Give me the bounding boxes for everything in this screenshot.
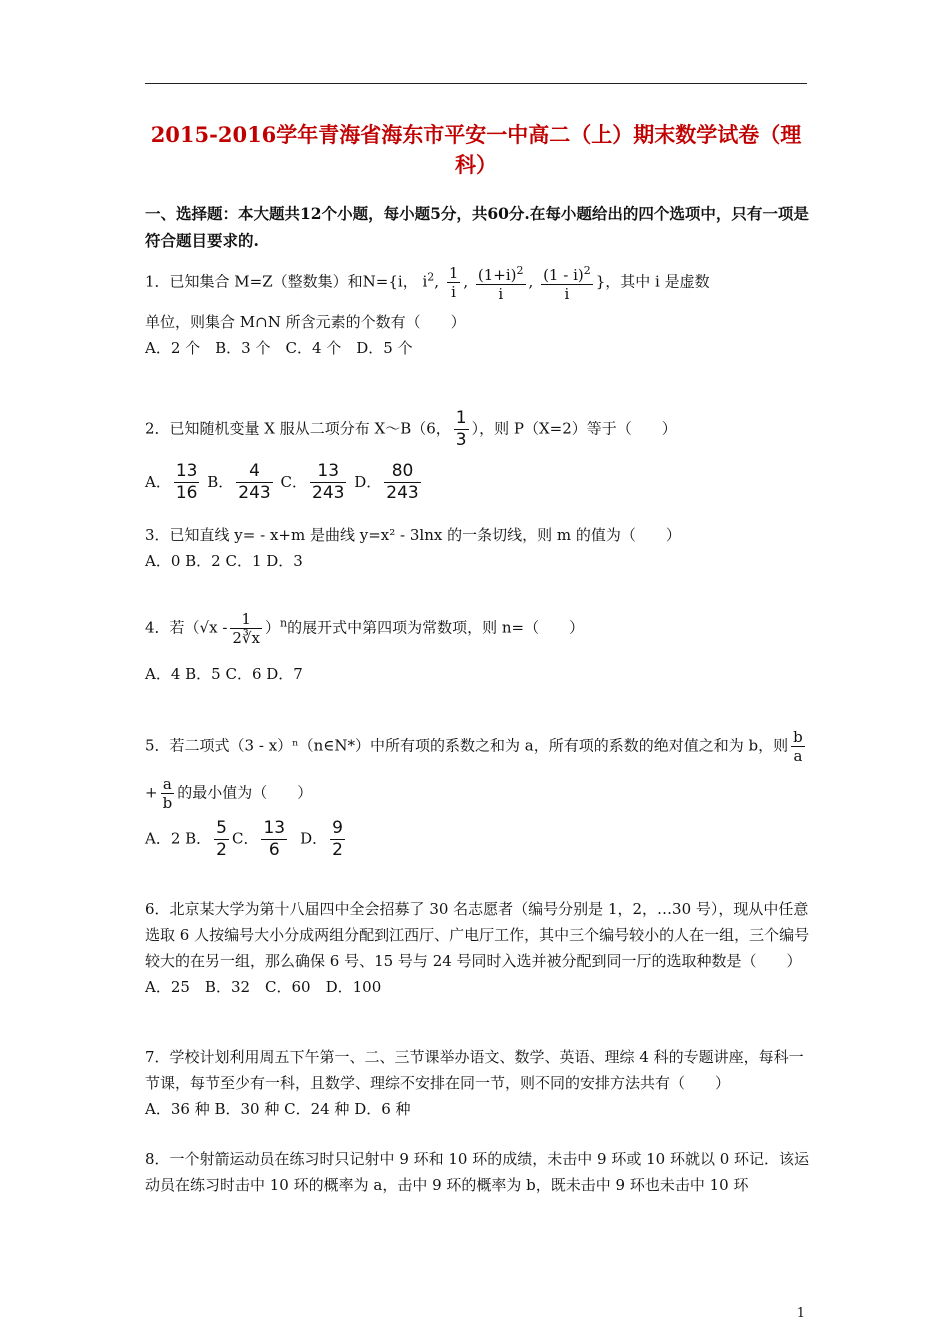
question-5-line-1: 5．若二项式（3 - x）ⁿ（n∈N*）中所有项的系数之和为 a，所有项的系数的绝对值之和为 b，则 $\frac{b}{a}$ [145,728,803,765]
section-heading: 一、选择题：本大题共12个小题，每小题5分，共60分.在每小题给出的四个选项中，只有一项是符合题目要求的. [145,204,809,250]
question-8-stem: 8．一个射箭运动员在练习时只记射中 9 环和 10 环的成绩，未击中 9 环或 10 环就以 0 环记．该运动员在练习时击中 10 环的概率为 a，击中 9 环的概率为 b，既未击中 9 环也未击中 10 环 [145,1150,810,1194]
option-d: D． $\frac{80}{243}$ [354,461,419,503]
question-1-line-1: 1．已知集合 M=Z（整数集）和N={i， $i^2$, $\frac{1}{i}$ , $\frac{(1+i)^2}{i}$ , $\frac{(1 - i)^2}{i}$ }，其中 i 是虚数 [145,264,710,303]
question-2-p-frac: $\frac{1}{3}$ [455,408,467,450]
header-rule [145,83,807,84]
question-3 [145,522,810,574]
question-7 [145,1044,810,1122]
question-1-lead: 1．已知集合 M=Z（整数集）和N={i， i [145,272,428,291]
question-1-line-2: 单位，则集合 M∩N 所含元素的个数有（ ） [145,313,466,331]
question-4-stem: 4．若（√x - $\frac{1}{2∛x}$ ）$^n$的展开式中第四项为常数项，则 n=（ ） [145,610,585,647]
question-8 [145,1146,810,1198]
question-5 [145,728,810,861]
question-5-line-2: + $\frac{a}{b}$ 的最小值为（ ） [145,775,313,812]
question-1-tail: }，其中 i 是虚数 [595,272,710,291]
question-2-stem: 2．已知随机变量 X 服从二项分布 X～B（6， $\frac{1}{3}$ ），则 P（X=2）等于（ ） [145,408,677,450]
question-7-options: A．36 种 B．30 种 C．24 种 D．6 种 [145,1100,411,1118]
question-1 [145,262,810,361]
question-4-options: A．4 B．5 C．6 D．7 [145,665,303,683]
question-5-b-over-a: $\frac{b}{a}$ [793,728,803,765]
question-7-stem: 7．学校计划利用周五下午第一、二、三节课举办语文、数学、英语、理综 4 科的专题讲座，每科一节课，每节至少有一科，且数学、理综不安排在同一节，则不同的安排方法共有（ ） [145,1048,804,1092]
option-a: A． $\frac{13}{16}$ [145,461,198,503]
question-6-options: A．25 B．32 C．60 D．100 [145,978,382,996]
question-1-frac-3: $\frac{(1 - i)^2}{i}$ [543,264,591,303]
page-number: 1 [796,1306,805,1321]
option-b: B． $\frac{4}{243}$ [207,461,271,503]
question-4 [145,610,810,687]
question-6-stem: 6．北京某大学为第十八届四中全会招募了 30 名志愿者（编号分别是 1，2，…30 号），现从中任意选取 6 人按编号大小分成两组分配到江西厅、广电厅工作，其中三个编号较小的人在一组，三个编号较大的在另一组，那么确保 6 号、15 号与 24 号同时入选并被分配到同一厅的选取种数是（ ） [145,900,810,970]
question-6 [145,896,810,1000]
question-1-options: A．2 个 B．3 个 C．4 个 D．5 个 [145,339,413,357]
question-4-frac: $\frac{1}{2∛x}$ [232,610,260,647]
question-5-a-over-b: $\frac{a}{b}$ [162,775,173,812]
question-1-frac-1: $\frac{1}{i}$ [448,264,459,301]
question-5-options: A．2 B． $\frac{5}{2}$ C． $\frac{13}{6}$ D． $\frac{9}{2}$ [145,818,343,860]
question-2-options [145,461,810,504]
question-1-sq: 2 [427,270,435,284]
option-c: C． $\frac{13}{243}$ [280,461,345,503]
question-3-stem: 3．已知直线 y= - x+m 是曲线 y=x² - 3lnx 的一条切线，则 m 的值为（ ） [145,526,681,544]
page-title: 2015-2016学年青海省海东市平安一中高二（上）期末数学试卷（理科） [150,122,802,177]
question-3-options: A．0 B．2 C．1 D．3 [145,552,303,570]
question-1-frac-2: $\frac{(1+i)^2}{i}$ [477,264,524,303]
question-2 [145,408,810,504]
